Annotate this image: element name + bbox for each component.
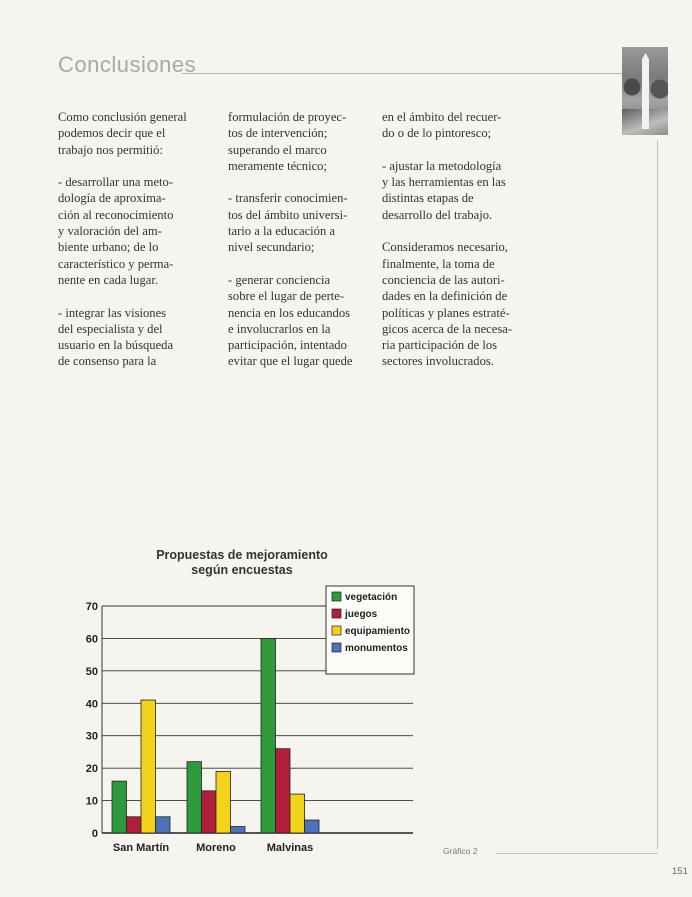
paragraph: - transferir conocimien- tos del ámbito universi- tario a la educación a nivel secundario;: [228, 191, 348, 255]
paragraph: formulación de proyec- tos de intervención; superando el marco meramente técnico;: [228, 110, 347, 173]
bar-monumentos: [305, 820, 320, 833]
legend-swatch: [332, 592, 341, 601]
y-tick-label: 70: [85, 601, 98, 613]
x-category-label: Malvinas: [266, 842, 314, 854]
paragraph: - generar conciencia sobre el lugar de perte- nencia en los educandos e involucrarlos en la participación, intentado evitar que el lugar quede: [228, 272, 353, 369]
y-tick-label: 60: [85, 633, 98, 646]
paragraph: Como conclusión general podemos decir que el trabajo nos permitió:: [58, 110, 187, 157]
y-tick-label: 40: [85, 698, 98, 711]
section-title: Conclusiones: [58, 52, 197, 77]
bar-equipamiento: [216, 771, 231, 833]
legend-label: equipamiento: [345, 626, 411, 637]
legend-swatch: [332, 609, 341, 618]
paragraph: en el ámbito del recuer- do o de lo pintoresco;: [382, 110, 502, 141]
bar-juegos: [202, 791, 217, 833]
y-tick-label: 0: [91, 828, 98, 840]
x-category-label: Moreno: [196, 842, 236, 854]
bar-monumentos: [156, 817, 171, 833]
obelisk-photo: [622, 47, 668, 135]
y-tick-label: 30: [85, 730, 98, 743]
chart-title-line: Propuestas de mejoramiento: [156, 548, 328, 562]
text-column-3: [382, 109, 542, 386]
text-column-2: [228, 109, 378, 386]
chart-title-line: según encuestas: [191, 563, 293, 577]
legend-label: juegos: [345, 609, 378, 620]
paragraph: - ajustar la metodología y las herramientas en las distintas etapas de desarrollo del trabajo.: [382, 158, 506, 222]
legend-label: vegetación: [345, 592, 398, 603]
paragraph: - desarrollar una meto- dología de aproxima- ción al reconocimiento y valoración del am- biente urbano; de lo característico y perma- nente en cada lugar.: [58, 175, 174, 287]
bar-vegetación: [112, 781, 127, 833]
paragraph: Consideramos necesario, finalmente, la toma de conciencia de las autori- dades en la definición de políticas y planes estraté- gicos acerca de la necesa- ria participación de los sectores involucrados.: [382, 240, 513, 369]
paragraph: - integrar las visiones del especialista y del usuario en la búsqueda de consenso para la: [58, 305, 174, 369]
photo-obelisk: [642, 53, 649, 129]
text-column-1: [58, 109, 208, 386]
x-category-label: San Martín: [112, 842, 170, 854]
y-tick-label: 50: [85, 665, 98, 678]
bar-juegos: [276, 749, 291, 833]
bar-monumentos: [231, 827, 246, 833]
heading-divider: [182, 73, 622, 74]
page-number: 151: [672, 866, 688, 877]
y-tick-label: 10: [85, 795, 98, 808]
bar-vegetación: [187, 762, 202, 833]
caption-divider: [496, 853, 658, 854]
bar-juegos: [127, 817, 142, 833]
bar-vegetación: [261, 638, 276, 833]
bar-chart: [58, 538, 428, 858]
chart-caption: Gráfico 2: [443, 846, 478, 856]
chart-canvas: [58, 538, 428, 858]
legend-label: monumentos: [345, 643, 408, 654]
margin-divider: [657, 140, 658, 850]
legend-swatch: [332, 643, 341, 652]
legend-swatch: [332, 626, 341, 635]
bar-equipamiento: [141, 700, 156, 833]
y-tick-label: 20: [85, 763, 98, 776]
bar-equipamiento: [290, 794, 305, 833]
